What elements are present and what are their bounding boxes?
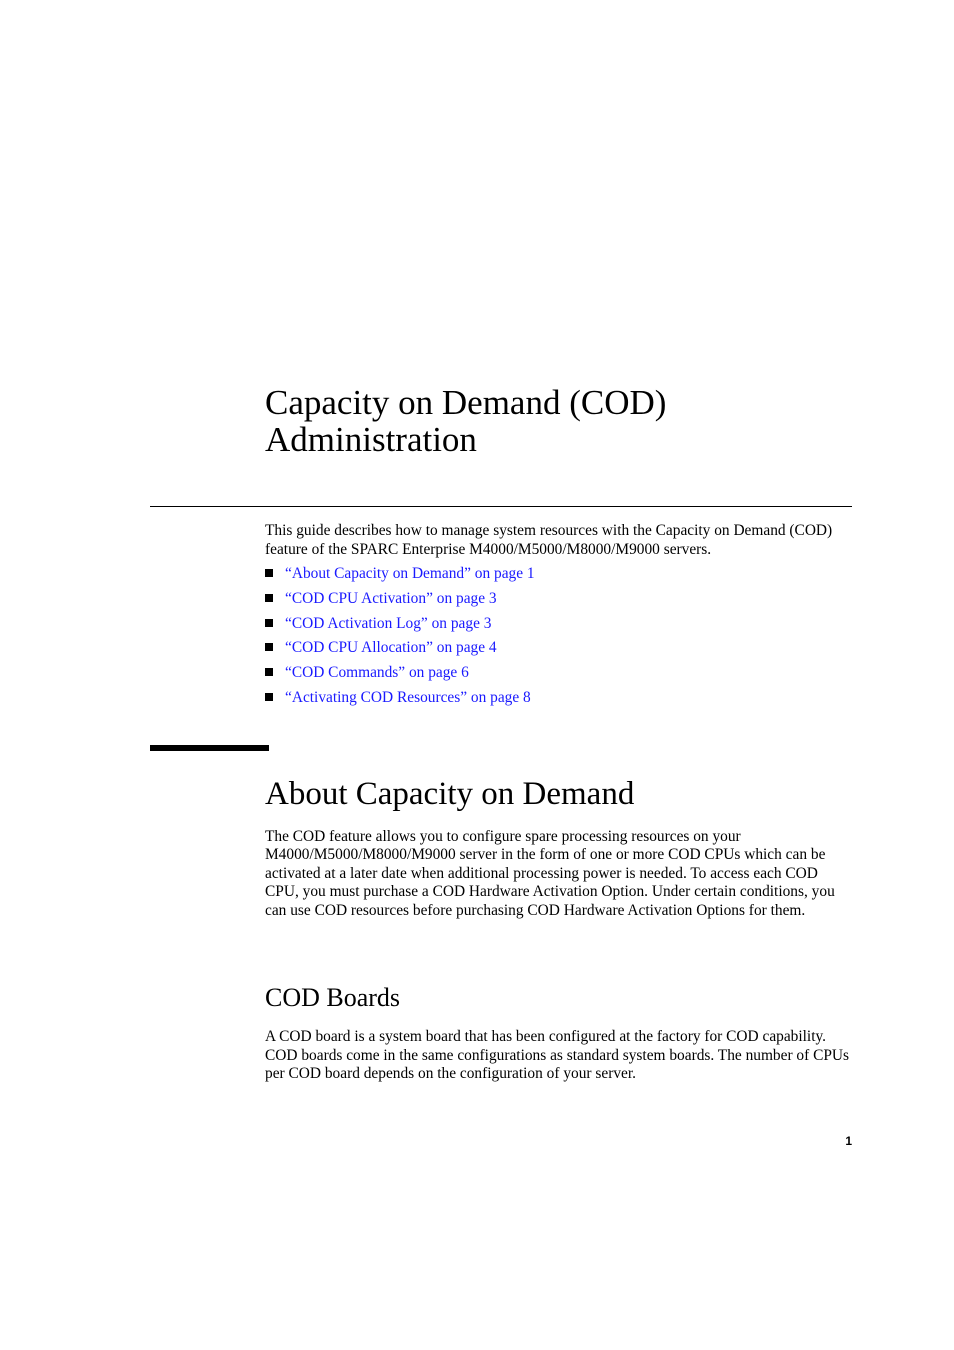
toc-item (265, 638, 535, 663)
toc-link-about-capacity-on-demand[interactable]: “About Capacity on Demand” on page 1 (285, 565, 535, 582)
chapter-title (265, 384, 865, 458)
chapter-title-line-1: Capacity on Demand (COD) (265, 383, 667, 422)
section-bar (150, 745, 269, 751)
toc-link-cod-cpu-activation[interactable]: “COD CPU Activation” on page 3 (285, 589, 497, 607)
chapter-toc (265, 564, 535, 713)
subsection-title: COD Boards (265, 983, 401, 1012)
square-bullet-icon (265, 668, 273, 676)
subsection-body: A COD board is a system board that has been configured at the factory for COD capability. COD boards come in the same configurations as standard system boards. The number of CPUs per COD board depends on the configuration of your server. (265, 1028, 850, 1082)
square-bullet-icon (265, 619, 273, 627)
toc-link-cod-commands[interactable]: “COD Commands” on page 6 (285, 664, 469, 682)
toc-item (265, 614, 535, 639)
toc-item (265, 688, 535, 713)
chapter-title-line-2: Administration (265, 420, 477, 459)
section-body: The COD feature allows you to configure spare processing resources on your M4000/M5000/M8000/M9000 server in the form of one or more COD CPUs which can be activated at a later date when additional processing power is needed. To access each COD CPU, you must purchase a COD Hardware Activation Option. Under certain conditions, you can use COD resources before purchasing COD Hardware Activation Options for them. (265, 828, 835, 919)
chapter-intro: This guide describes how to manage system resources with the Capacity on Demand (COD) feature of the SPARC Enterprise M4000/M5000/M8000/M9000 servers. (265, 522, 833, 558)
toc-item (265, 564, 535, 589)
toc-link-cod-activation-log[interactable]: “COD Activation Log” on page 3 (285, 614, 492, 632)
toc-link-activating-cod-resources[interactable]: “Activating COD Resources” on page 8 (285, 688, 531, 706)
toc-item (265, 663, 535, 688)
toc-item (265, 589, 535, 614)
square-bullet-icon (265, 643, 273, 651)
square-bullet-icon (265, 569, 273, 577)
square-bullet-icon (265, 693, 273, 701)
page-number: 1 (845, 1134, 852, 1148)
toc-link-cod-cpu-allocation[interactable]: “COD CPU Allocation” on page 4 (285, 639, 497, 657)
chapter-rule (150, 506, 852, 507)
section-title: About Capacity on Demand (265, 776, 635, 812)
square-bullet-icon (265, 594, 273, 602)
